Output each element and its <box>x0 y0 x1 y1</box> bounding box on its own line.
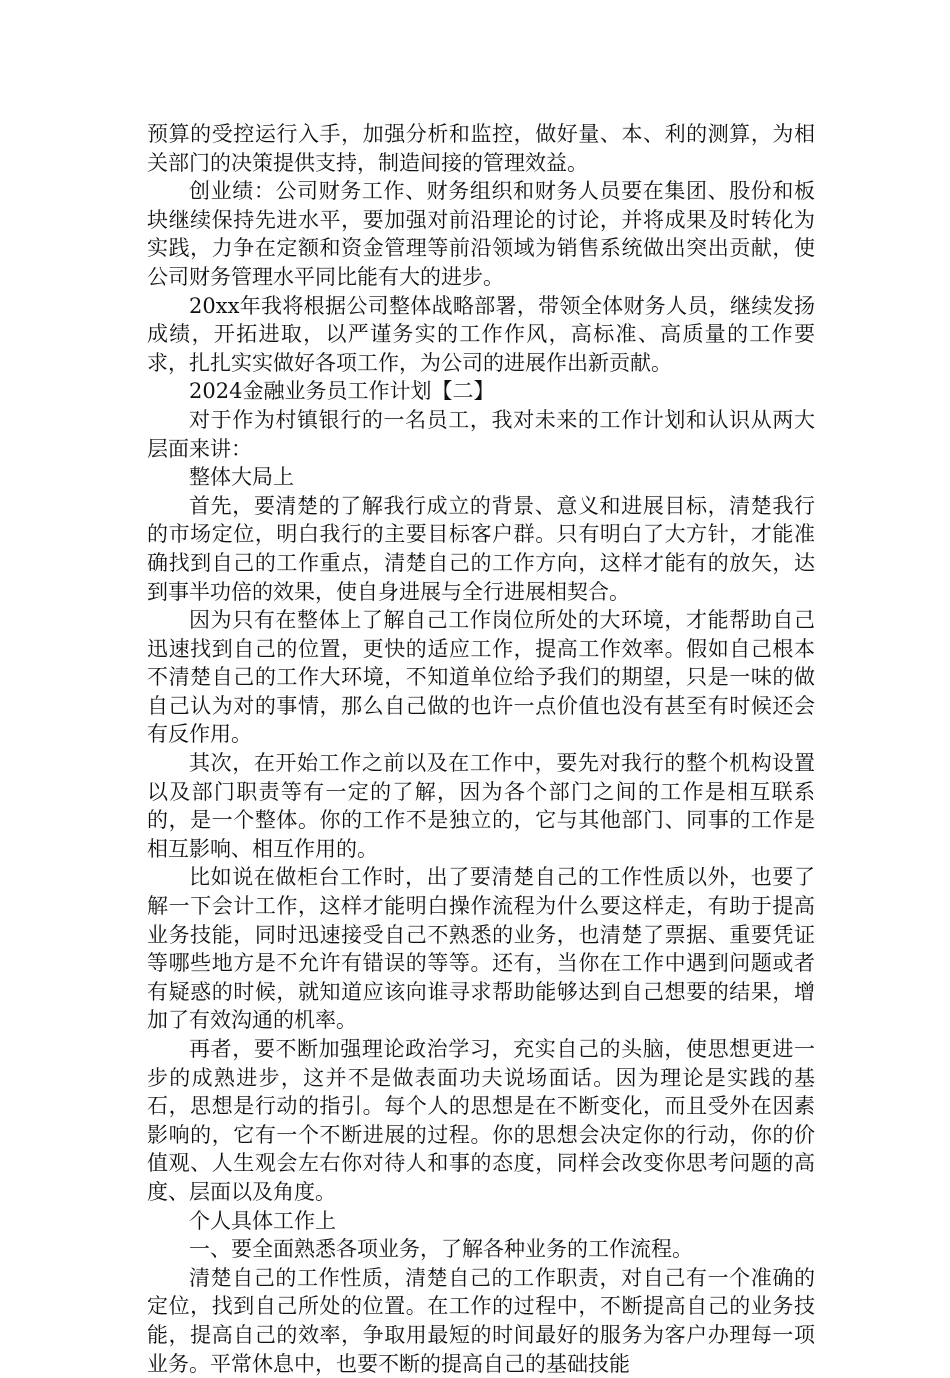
paragraph: 清楚自己的工作性质，清楚自己的工作职责，对自己有一个准确的定位，找到自己所处的位置。在工作的过程中，不断提高自己的业务技能，提高自己的效率，争取用最短的时间最好的服务为客户办理每一项业务。平常休息中，也要不断的提高自己的基础技能 <box>147 1265 815 1376</box>
paragraph: 因为只有在整体上了解自己工作岗位所处的大环境，才能帮助自己迅速找到自己的位置，更快的适应工作，提高工作效率。假如自己根本不清楚自己的工作大环境，不知道单位给予我们的期望，只是一味的做自己认为对的事情，那么自己做的也许一点价值也没有甚至有时候还会有反作用。 <box>147 608 815 747</box>
paragraph: 再者，要不断加强理论政治学习，充实自己的头脑，使思想更进一步的成熟进步，这并不是做表面功夫说场面话。因为理论是实践的基石，思想是行动的指引。每个人的思想是在不断变化，而且受外在因素影响的，它有一个不断进展的过程。你的思想会决定你的行动，你的价值观、人生观会左右你对待人和事的态度，同样会改变你思考问题的高度、层面以及角度。 <box>147 1037 815 1204</box>
paragraph: 预算的受控运行入手，加强分析和监控，做好量、本、利的测算，为相关部门的决策提供支持，制造间接的管理效益。 <box>147 122 815 175</box>
paragraph: 创业绩：公司财务工作、财务组织和财务人员要在集团、股份和板块继续保持先进水平，要加强对前沿理论的讨论，并将成果及时转化为实践，力争在定额和资金管理等前沿领域为销售系统做出突出贡献，使公司财务管理水平同比能有大的进步。 <box>147 179 815 289</box>
paragraph: 20xx年我将根据公司整体战略部署，带领全体财务人员，继续发扬成绩，开拓进取，以严谨务实的工作作风，高标准、高质量的工作要求，扎扎实实做好各项工作，为公司的进展作出新贡献。 <box>147 293 815 375</box>
list-item-heading: 一、要全面熟悉各项业务，了解各种业务的工作流程。 <box>189 1237 693 1262</box>
paragraph: 比如说在做柜台工作时，出了要清楚自己的工作性质以外，也要了解一下会计工作，这样才能明白操作流程为什么要这样走，有助于提高业务技能，同时迅速接受自己不熟悉的业务，也清楚了票据、重要凭证等哪些地方是不允许有错误的等等。还有，当你在工作中遇到问题或者有疑惑的时候，就知道应该向谁寻求帮助能够达到自己想要的结果，增加了有效沟通的机率。 <box>147 865 815 1033</box>
paragraph: 其次，在开始工作之前以及在工作中，要先对我行的整个机构设置以及部门职责等有一定的了解，因为各个部门之间的工作是相互联系的，是一个整体。你的工作不是独立的，它与其他部门、同事的工作是相互影响、相互作用的。 <box>147 751 815 861</box>
subsection-heading: 个人具体工作上 <box>189 1208 336 1233</box>
document-body <box>147 120 815 1378</box>
paragraph: 首先，要清楚的了解我行成立的背景、意义和进展目标，清楚我行的市场定位，明白我行的主要目标客户群。只有明白了大方针，才能准确找到自己的工作重点，清楚自己的工作方向，这样才能有的放矢，达到事半功倍的效果，使自身进展与全行进展相契合。 <box>147 493 815 604</box>
section-heading: 2024金融业务员工作计划【二】 <box>189 379 495 404</box>
paragraph: 对于作为村镇银行的一名员工，我对未来的工作计划和认识从两大层面来讲： <box>147 407 815 461</box>
subsection-heading: 整体大局上 <box>189 465 294 490</box>
